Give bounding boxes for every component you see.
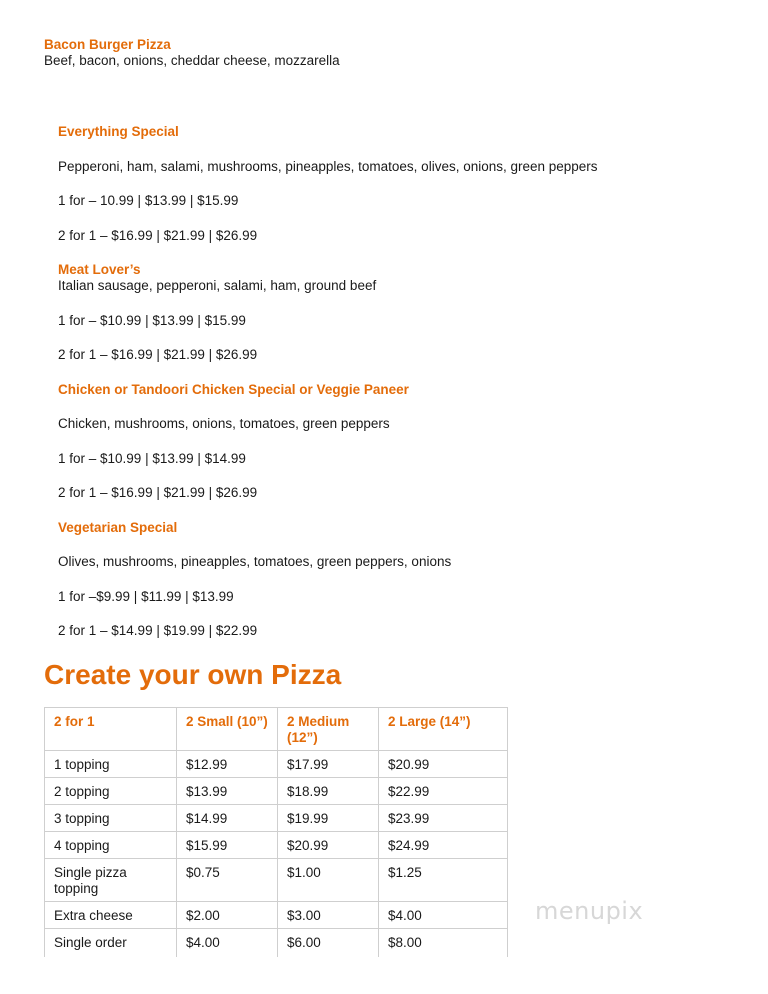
table-row [45,859,508,902]
table-row [45,751,508,778]
table-cell: $22.99 [379,778,508,805]
section-title-vegetarian-special: Vegetarian Special [58,520,178,535]
section-price2-everything-special: 2 for 1 – $16.99 | $21.99 | $26.99 [58,228,258,243]
section-price2-meat-lovers: 2 for 1 – $16.99 | $21.99 | $26.99 [58,347,258,362]
table-cell: 2 topping [45,778,177,805]
table-cell: $15.99 [177,832,278,859]
section-title-everything-special: Everything Special [58,124,179,139]
table-cell: 3 topping [45,805,177,832]
table-row [45,778,508,805]
table-cell: $20.99 [379,751,508,778]
table-row [45,832,508,859]
table-cell: $8.00 [379,929,508,958]
create-your-own-table [44,707,508,957]
table-cell: $4.00 [177,929,278,958]
menupix-watermark: menupix [535,897,644,925]
table-cell: $19.99 [278,805,379,832]
table-cell: $24.99 [379,832,508,859]
section-price1-vegetarian-special: 1 for –$9.99 | $11.99 | $13.99 [58,589,234,604]
table-cell: $23.99 [379,805,508,832]
section-desc-everything-special: Pepperoni, ham, salami, mushrooms, pineapples, tomatoes, olives, onions, green peppers [58,159,598,174]
table-header-row [45,708,508,751]
table-row [45,902,508,929]
table-cell: $0.75 [177,859,278,902]
table-cell: $2.00 [177,902,278,929]
section-price1-everything-special: 1 for – 10.99 | $13.99 | $15.99 [58,193,239,208]
table-cell: $4.00 [379,902,508,929]
table-cell: $6.00 [278,929,379,958]
table-cell: $1.25 [379,859,508,902]
table-cell: $1.00 [278,859,379,902]
table-cell: $13.99 [177,778,278,805]
section-desc-vegetarian-special: Olives, mushrooms, pineapples, tomatoes, green peppers, onions [58,554,452,569]
section-desc-meat-lovers: Italian sausage, pepperoni, salami, ham, ground beef [58,278,377,293]
table-cell: 4 topping [45,832,177,859]
table-cell: $18.99 [278,778,379,805]
section-title-chicken-special: Chicken or Tandoori Chicken Special or Veggie Paneer [58,382,409,397]
section-price1-chicken-special: 1 for – $10.99 | $13.99 | $14.99 [58,451,246,466]
table-row [45,929,508,958]
table-cell: Single order [45,929,177,958]
section-desc-bacon-burger: Beef, bacon, onions, cheddar cheese, mozzarella [44,53,340,68]
section-price1-meat-lovers: 1 for – $10.99 | $13.99 | $15.99 [58,313,246,328]
section-price2-chicken-special: 2 for 1 – $16.99 | $21.99 | $26.99 [58,485,258,500]
table-cell: $14.99 [177,805,278,832]
section-title-bacon-burger: Bacon Burger Pizza [44,37,171,52]
section-title-meat-lovers: Meat Lover’s [58,262,141,277]
table-cell: Single pizza topping [45,859,177,902]
table-cell: $17.99 [278,751,379,778]
section-desc-chicken-special: Chicken, mushrooms, onions, tomatoes, green peppers [58,416,390,431]
table-cell: $20.99 [278,832,379,859]
table-cell: $3.00 [278,902,379,929]
table-header-cell: 2 Large (14”) [379,708,508,751]
table-cell: $12.99 [177,751,278,778]
table-cell: 1 topping [45,751,177,778]
table-cell: Extra cheese [45,902,177,929]
section-price2-vegetarian-special: 2 for 1 – $14.99 | $19.99 | $22.99 [58,623,258,638]
table-header-cell: 2 Medium (12”) [278,708,379,751]
table-header-cell: 2 Small (10”) [177,708,278,751]
table-header-cell: 2 for 1 [45,708,177,751]
table-row [45,805,508,832]
create-your-own-title: Create your own Pizza [44,659,342,690]
